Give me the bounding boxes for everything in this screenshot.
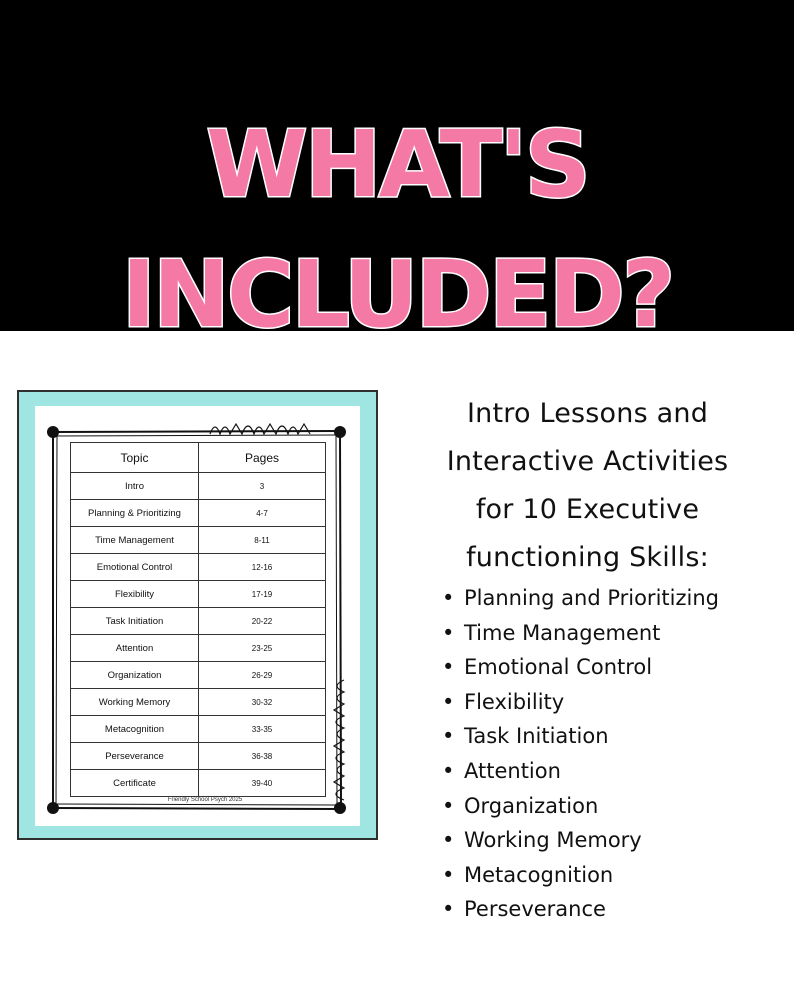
pages-cell: 4-7 (199, 500, 326, 527)
pages-cell: 12-16 (199, 554, 326, 581)
bullet-icon: • (442, 897, 455, 922)
credit-text: Friendly School Psych 2025 (167, 797, 243, 803)
topic-cell: Task Initiation (71, 608, 199, 635)
bullet-icon: • (442, 758, 455, 783)
topic-column-header: Topic (71, 443, 199, 473)
bullet-icon: • (442, 828, 455, 853)
skill-label: Task Initiation (464, 724, 609, 749)
topics-table (70, 442, 326, 797)
pages-cell: 20-22 (199, 608, 326, 635)
list-item (442, 685, 772, 720)
table-row (71, 608, 326, 635)
skill-label: Perseverance (464, 897, 606, 922)
skill-label: Emotional Control (464, 655, 653, 680)
list-item (442, 823, 772, 858)
topic-cell: Certificate (71, 770, 199, 797)
list-item (442, 650, 772, 685)
topic-cell: Emotional Control (71, 554, 199, 581)
table-row (71, 770, 326, 797)
banner-title: WHAT'S INCLUDED? (121, 111, 673, 348)
pages-cell: 8-11 (199, 527, 326, 554)
table-row (71, 743, 326, 770)
topic-cell: Time Management (71, 527, 199, 554)
skill-label: Attention (464, 758, 561, 783)
bullet-icon: • (442, 586, 455, 610)
pages-cell: 3 (199, 473, 326, 500)
heading-line: Interactive Activities (446, 446, 729, 477)
table-row (71, 500, 326, 527)
bullet-icon: • (442, 862, 455, 887)
table-row (71, 662, 326, 689)
description-heading (425, 390, 750, 582)
corner-dot-icon (334, 426, 346, 438)
topic-cell: Metacognition (71, 716, 199, 743)
list-item (442, 719, 772, 754)
heading-line: Intro Lessons and (466, 398, 709, 429)
pages-cell: 33-35 (199, 716, 326, 743)
topic-cell: Organization (71, 662, 199, 689)
skill-label: Metacognition (464, 862, 614, 887)
bullet-icon: • (442, 724, 455, 749)
squiggle-doodle-icon (210, 424, 310, 434)
table-row (71, 581, 326, 608)
bullet-icon: • (442, 620, 455, 645)
topic-cell: Attention (71, 635, 199, 662)
pages-cell: 23-25 (199, 635, 326, 662)
table-row (71, 527, 326, 554)
skills-list (442, 581, 772, 927)
bullet-icon: • (442, 793, 455, 818)
pages-column-header: Pages (199, 443, 326, 473)
skill-label: Flexibility (464, 689, 565, 714)
table-header-row (71, 443, 326, 473)
list-item (442, 789, 772, 824)
pages-cell: 36-38 (199, 743, 326, 770)
topic-cell: Flexibility (71, 581, 199, 608)
pages-cell: 26-29 (199, 662, 326, 689)
list-item (442, 616, 772, 651)
pages-cell: 17-19 (199, 581, 326, 608)
skill-label: Time Management (464, 620, 661, 645)
corner-dot-icon (334, 802, 346, 814)
skill-label: Planning and Prioritizing (464, 586, 719, 610)
list-item (442, 754, 772, 789)
list-item (442, 858, 772, 893)
topic-cell: Planning & Prioritizing (71, 500, 199, 527)
heading-line: for 10 Executive (475, 494, 700, 525)
topic-cell: Intro (71, 473, 199, 500)
skill-label: Working Memory (464, 828, 642, 853)
bullet-icon: • (442, 689, 455, 714)
topic-cell: Perseverance (71, 743, 199, 770)
squiggle-doodle-icon (334, 680, 344, 800)
list-item (442, 892, 772, 927)
table-row (71, 716, 326, 743)
skill-label: Organization (464, 793, 599, 818)
pages-cell: 39-40 (199, 770, 326, 797)
table-row (71, 635, 326, 662)
table-row (71, 689, 326, 716)
table-row (71, 473, 326, 500)
list-item (442, 581, 772, 616)
corner-dot-icon (47, 426, 59, 438)
heading-line: functioning Skills: (466, 542, 709, 573)
table-row (71, 554, 326, 581)
corner-dot-icon (47, 802, 59, 814)
pages-cell: 30-32 (199, 689, 326, 716)
bullet-icon: • (442, 655, 455, 680)
topic-cell: Working Memory (71, 689, 199, 716)
